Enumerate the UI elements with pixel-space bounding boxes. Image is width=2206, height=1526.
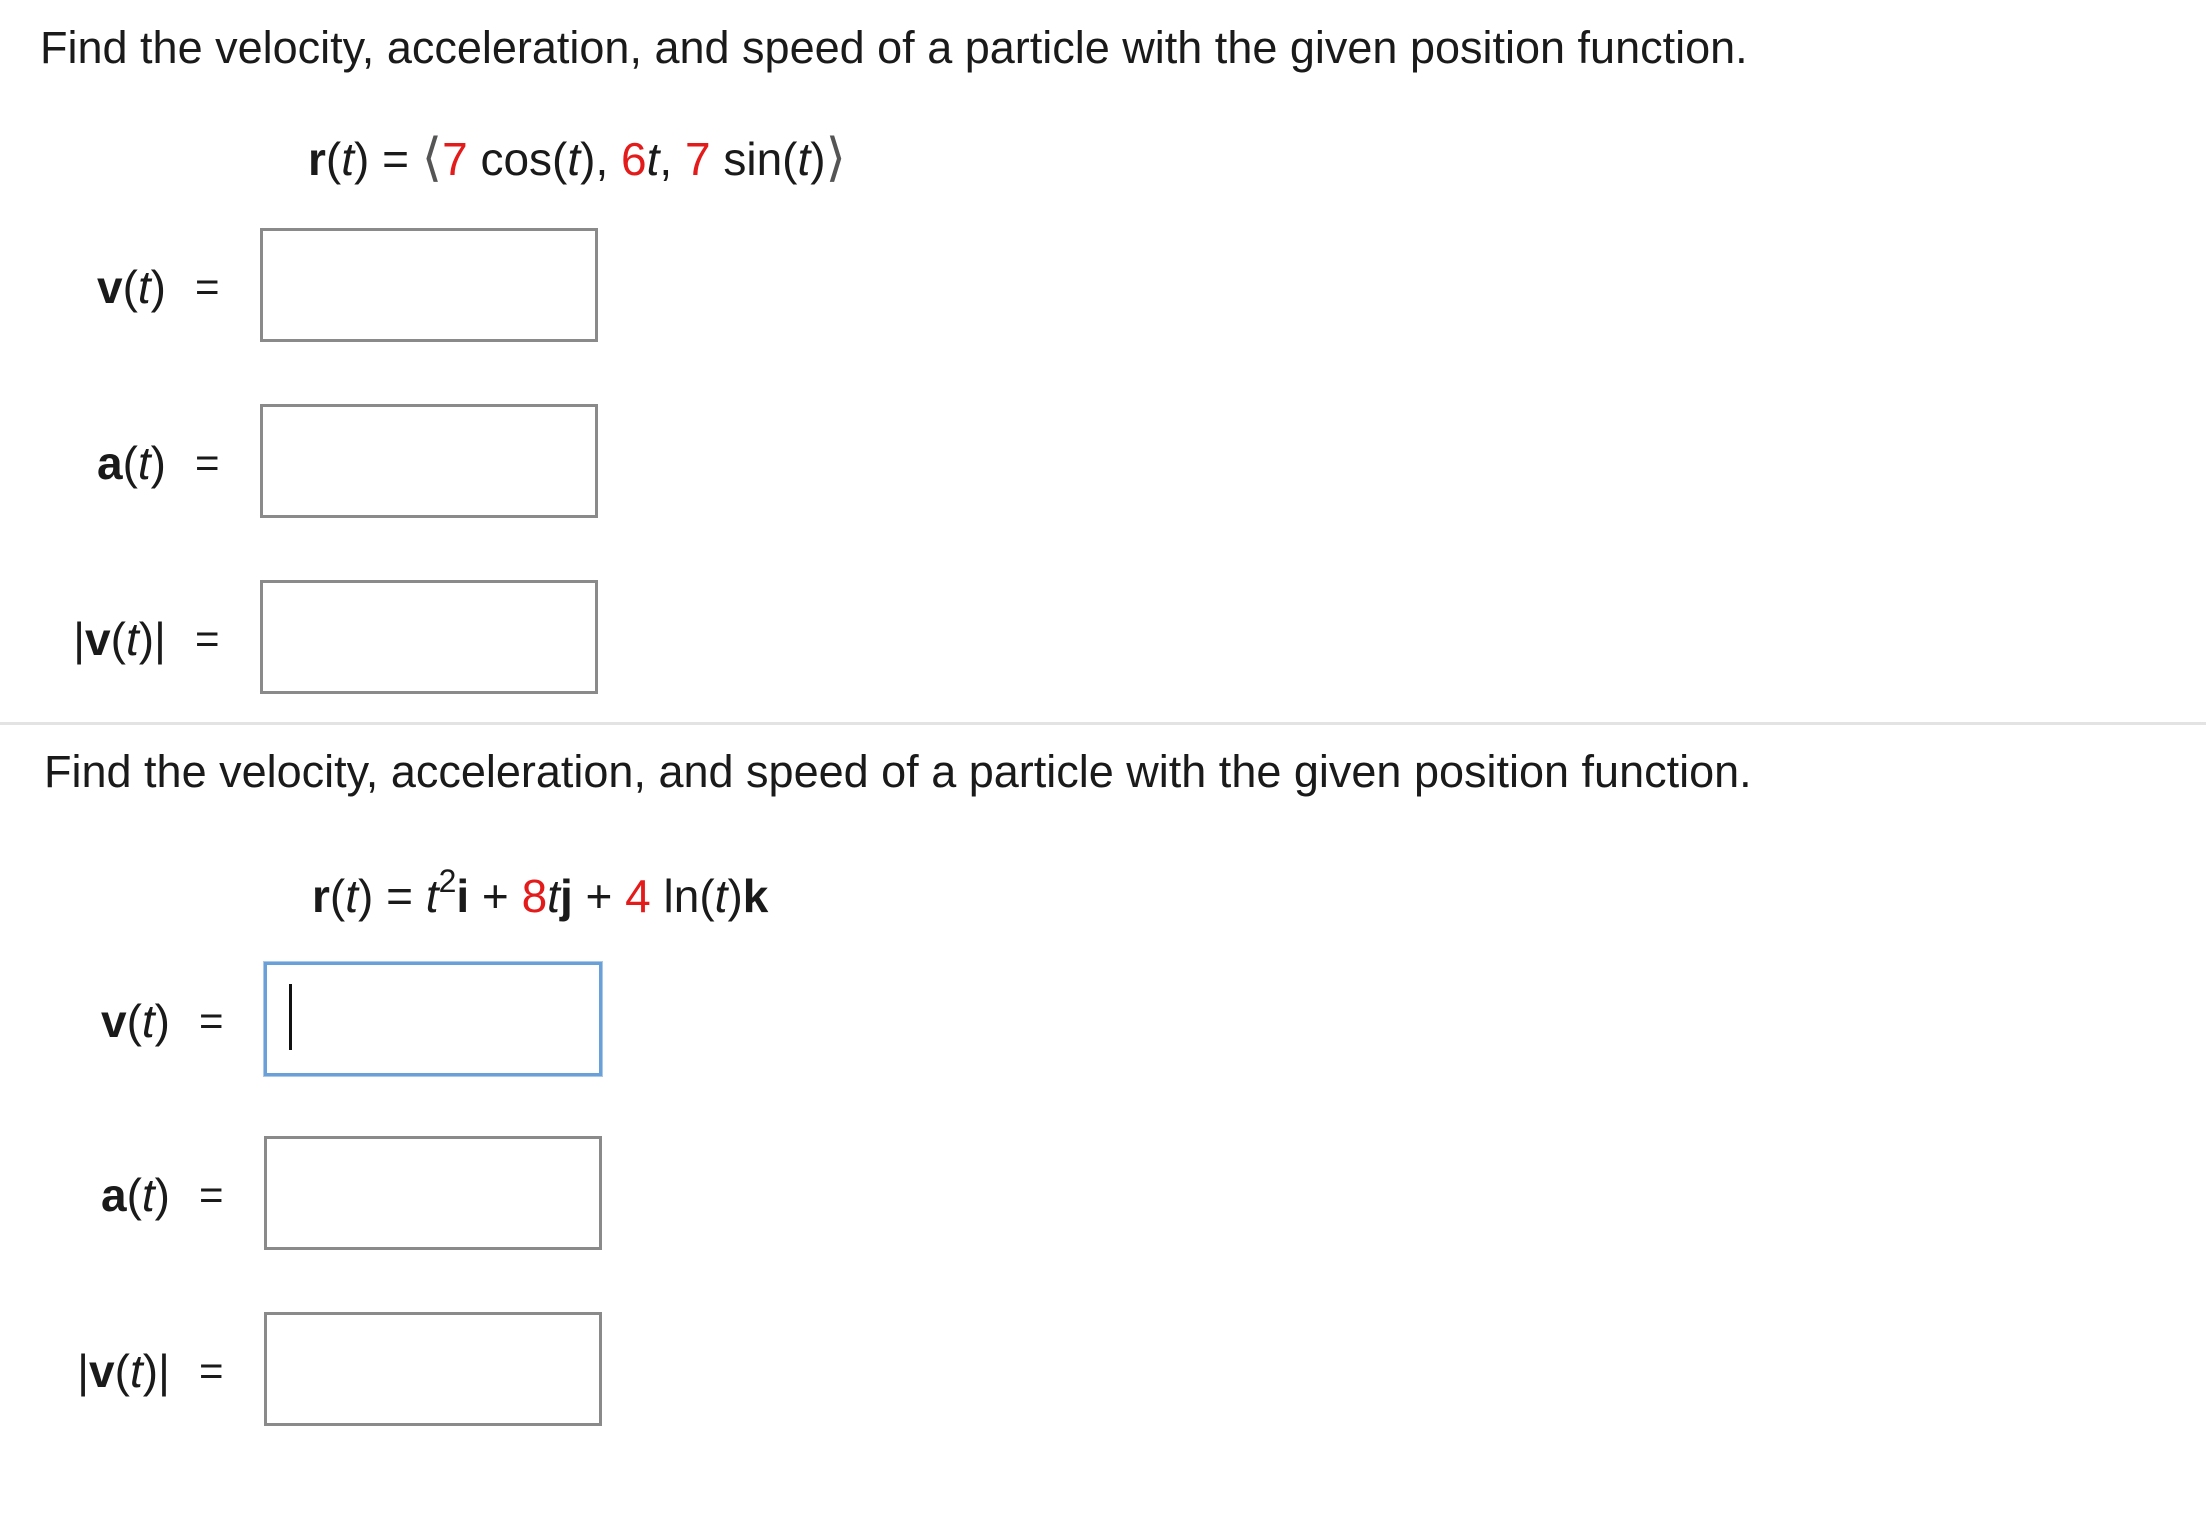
coef-2: 6 [621,133,647,185]
formula-equals: = [382,133,409,185]
acceleration-answer-input[interactable] [260,404,598,518]
speed-label: |v(t)| [73,613,166,665]
equals-sign: = [195,439,220,486]
speed-label: |v(t)| [77,1345,170,1397]
close-angle-bracket: ⟩ [825,128,846,188]
equals-sign: = [195,615,220,662]
acceleration-label: a(t) [100,1169,170,1221]
speed-answer-input[interactable] [260,580,598,694]
acceleration-label: a(t) [96,437,166,489]
velocity-answer-input[interactable] [264,962,602,1076]
coef-1: 7 [442,133,468,185]
acceleration-row [0,1136,2206,1254]
velocity-label: v(t) [96,261,166,313]
problem-prompt: Find the velocity, acceleration, and speed of a particle with the given position function. [44,746,1752,797]
acceleration-answer-input[interactable] [264,1136,602,1250]
velocity-label: v(t) [100,995,170,1047]
coef-3: 4 [625,870,651,922]
problem-2 [0,728,2206,1526]
equals-sign: = [199,997,224,1044]
text-caret [289,984,292,1050]
coef-3: 7 [684,133,711,185]
position-function: $r(t) = t^2i + 8tj + 4$ ln(t)k [312,862,769,922]
speed-row [0,580,2206,698]
equals-sign: = [195,263,220,310]
speed-row [0,1312,2206,1430]
velocity-answer-input[interactable] [260,228,598,342]
speed-answer-input[interactable] [264,1312,602,1426]
acceleration-row [0,404,2206,522]
velocity-row [0,228,2206,346]
open-angle-bracket: ⟨ [421,128,443,188]
equals-sign: = [199,1171,224,1218]
velocity-row [0,962,2206,1080]
position-function: r(t) = ⟨7 cos(t), 6t, 7 sin(t)⟩ [308,128,846,188]
exponent: 2 [438,862,457,899]
problem-divider [0,722,2206,725]
formula-equals: = [386,870,413,922]
problem-prompt: Find the velocity, acceleration, and speed of a particle with the given position function. [40,22,1748,73]
unit-vector-j: j [559,870,573,922]
formula-lhs-fn: r [312,870,330,922]
unit-vector-i: i [456,870,470,922]
equals-sign: = [199,1347,224,1394]
coef-2: 8 [521,870,548,922]
problem-1 [0,0,2206,722]
unit-vector-k: k [742,870,769,922]
formula-lhs-fn: r [308,133,326,185]
